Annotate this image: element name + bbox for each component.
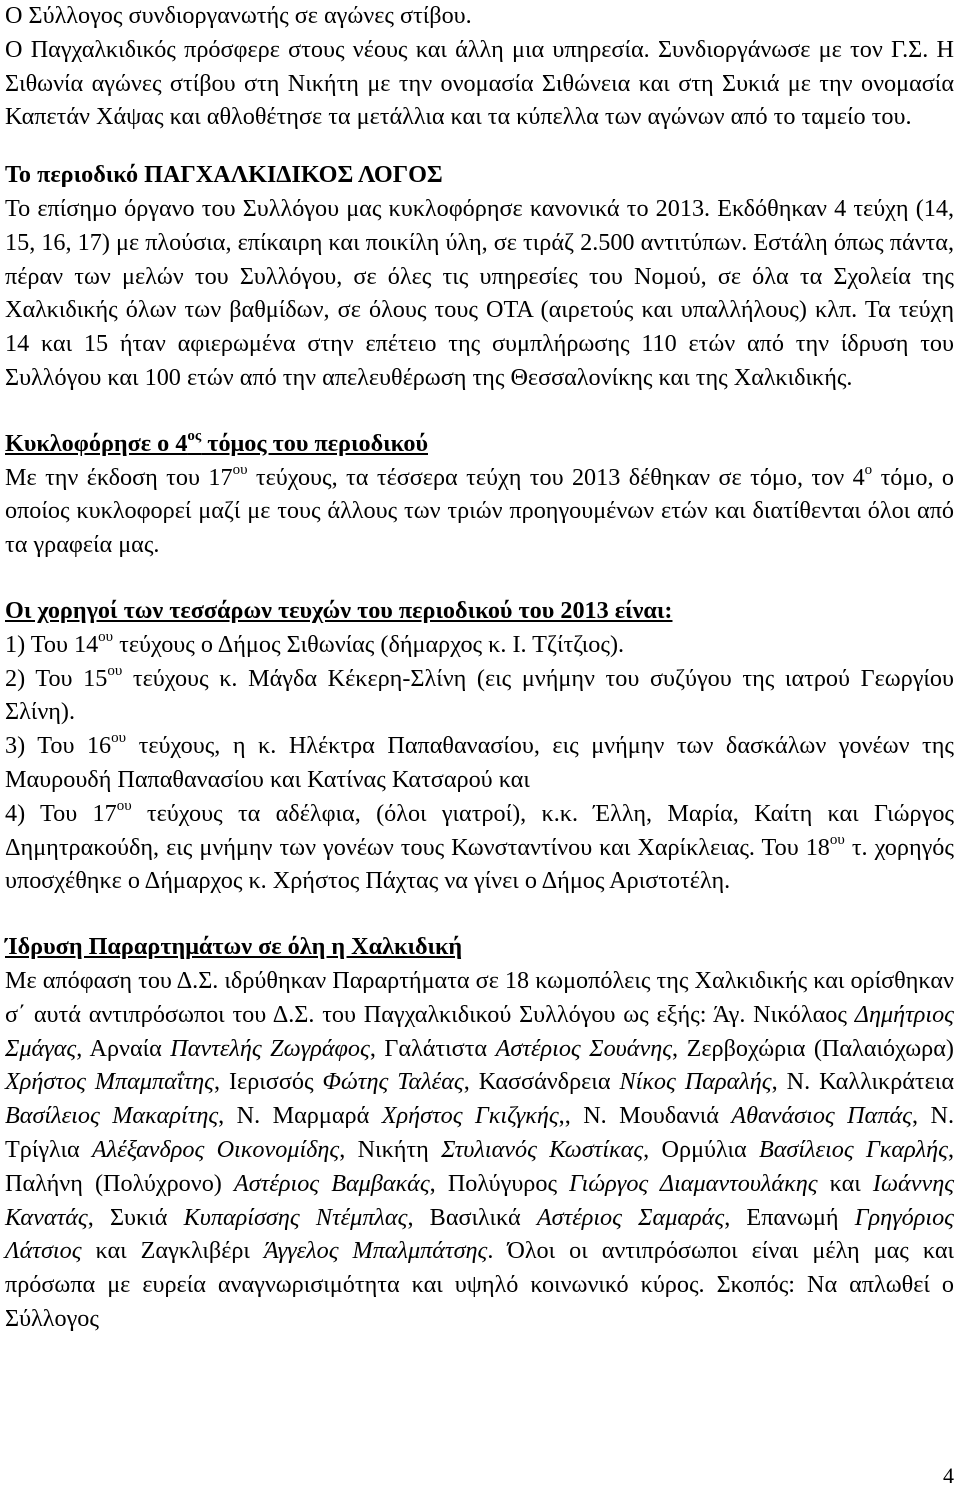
- sponsor-item-3: 3) Του $16^{o\upsilon}$ τεύχους, η κ. Ηλέκτρα Παπαθανασίου, εις μνήμην των δασκάλων γονέων της Μαυρουδή Παπαθανασίου και Κατίνας Κατσαρού και: [5, 730, 955, 793]
- section-heading-volume: Κυκλοφόρησε ο $4^{o\varsigma}$ τόμος του περιοδικού: [5, 427, 428, 457]
- document-page: [5, 0, 954, 1336]
- sponsor-item-1: 1) Του $14^{o\upsilon}$ τεύχους ο Δήμος Σιθωνίας (δήμαρχος κ. Ι. Τζίτζιος).: [5, 628, 625, 658]
- volume-paragraph: Με την έκδοση του $17^{o\upsilon}$ τεύχους, τα τέσσερα τεύχη του 2013 δέθηκαν σε τόμο, τον $4^o$ τόμο, ο οποίος κυκλοφορεί μαζί με τους άλλους των τριών προηγουμένων ετών και διατίθενται όλοι από τα γραφεία μας.: [5, 461, 954, 559]
- intro-paragraph: Ο Παγχαλκιδικός πρόσφερε στους νέους και άλλη μια υπηρεσία. Συνδιοργάνωσε με τον Γ.Σ. Η Σιθωνία αγώνες στίβου στη Νικήτη με την ονομασία Σιθώνεια και στη Συκιά με την ονομασία Καπετάν Χάψας και αθλοθέτησε τα μετάλλια και τα κύπελλα των αγώνων από το ταμείο του.: [5, 35, 954, 131]
- section-heading-sponsors: Οι χορηγοί των τεσσάρων τευχών του περιοδικού του 2013 είναι:: [5, 596, 673, 624]
- sponsor-item-4: 4) Του $17^{o\upsilon}$ τεύχους τα αδέλφια, (όλοι γιατροί), κ.κ. Έλλη, Μαρία, Καίτη και Γιώργος Δημητρακούδη, εις μνήμην των γονέων τους Κωνσταντίνου και Χαρίκλειας. Του $18^{o\upsilon}$ τ. χορηγός υποσχέθηκε ο Δήμαρχος κ. Χρήστος Πάχτας να γίνει ο Δήμος Αριστοτέλη.: [5, 797, 954, 895]
- branches-paragraph: Με απόφαση του Δ.Σ. ιδρύθηκαν Παραρτήματα σε 18 κωμοπόλεις της Χαλκιδικής και ορίσθηκαν σ΄ αυτά αντιπρόσωποι του Δ.Σ. του Παγχαλκιδικού Συλλόγου ως εξής: Άγ. Νικόλαος Δημήτριος Σμάγας, Αρναία Παντελής Ζωγράφος, Γαλάτιστα Αστέριος Σουάνης, Ζερβοχώρια (Παλαιόχωρα) Χρήστος Μπαμπαΐτης, Ιερισσός Φώτης Ταλέας, Κασσάνδρεια Νίκος Παραλής, Ν. Καλλικράτεια Βασίλειος Μακαρίτης, Ν. Μαρμαρά Χρήστος Γκιζγκής,, Ν. Μουδανιά Αθανάσιος Παπάς, Ν. Τρίγλια Αλέξανδρος Οικονομίδης, Νικήτη Στυλιανός Κωστίκας, Ορμύλια Βασίλειος Γκαρλής, Παλήνη (Πολύχρονο) Αστέριος Βαμβακάς, Πολύγυρος Γιώργος Διαμαντουλάκης και Ιωάννης Κανατάς, Συκιά Κυπαρίσσης Ντέμπλας, Βασιλικά Αστέριος Σαμαράς, Επανωμή Γρηγόριος Λάτσιος και Ζαγκλιβέρι Άγγελος Μπαλμπάτσης. Όλοι οι αντιπρόσωποι είναι μέλη μας και πρόσωπα με ευρεία αναγνωρισιμότητα και υψηλό κοινωνικό κύρος. Σκοπός: Να απλωθεί ο Σύλλογος: [5, 966, 955, 1332]
- section-heading-branches: Ίδρυση Παραρτημάτων σε όλη η Χαλκιδική: [5, 933, 463, 961]
- sponsor-item-2: 2) Του $15^{o\upsilon}$ τεύχους κ. Μάγδα Κέκερη-Σλίνη (εις μνήμην του συζύγου της ιατρού Γεωργίου Σλίνη).: [5, 662, 954, 726]
- section-heading-magazine: Το περιοδικό ΠΑΓΧΑΛΚΙΔΙΚΟΣ ΛΟΓΟΣ: [5, 161, 443, 189]
- magazine-paragraph: Το επίσημο όργανο του Συλλόγου μας κυκλοφόρησε κανονικά το 2013. Εκδόθηκαν 4 τεύχη (14, 15, 16, 17) με πλούσια, επίκαιρη και ποικίλη ύλη, σε τιράζ 2.500 αντιτύπων. Εστάλη όπως πάντα, πέραν των μελών του Συλλόγου, σε όλες τις υπηρεσίες του Νομού, σε όλα τα Σχολεία της Χαλκιδικής όλων των βαθμίδων, σε όλους τους ΟΤΑ (αιρετούς και υπαλλήλους) κλπ. Τα τεύχη 14 και 15 ήταν αφιερωμένα στην επέτειο της συμπλήρωσης 110 ετών από την ίδρυση του Συλλόγου και 100 ετών από την απελευθέρωση της Θεσσαλονίκης και της Χαλκιδικής.: [5, 194, 954, 391]
- page-number: 4: [943, 1463, 954, 1488]
- ordinal-superscript: ος: [187, 427, 202, 444]
- intro-line-1: Ο Σύλλογος συνδιοργανωτής σε αγώνες στίβου.: [5, 2, 472, 29]
